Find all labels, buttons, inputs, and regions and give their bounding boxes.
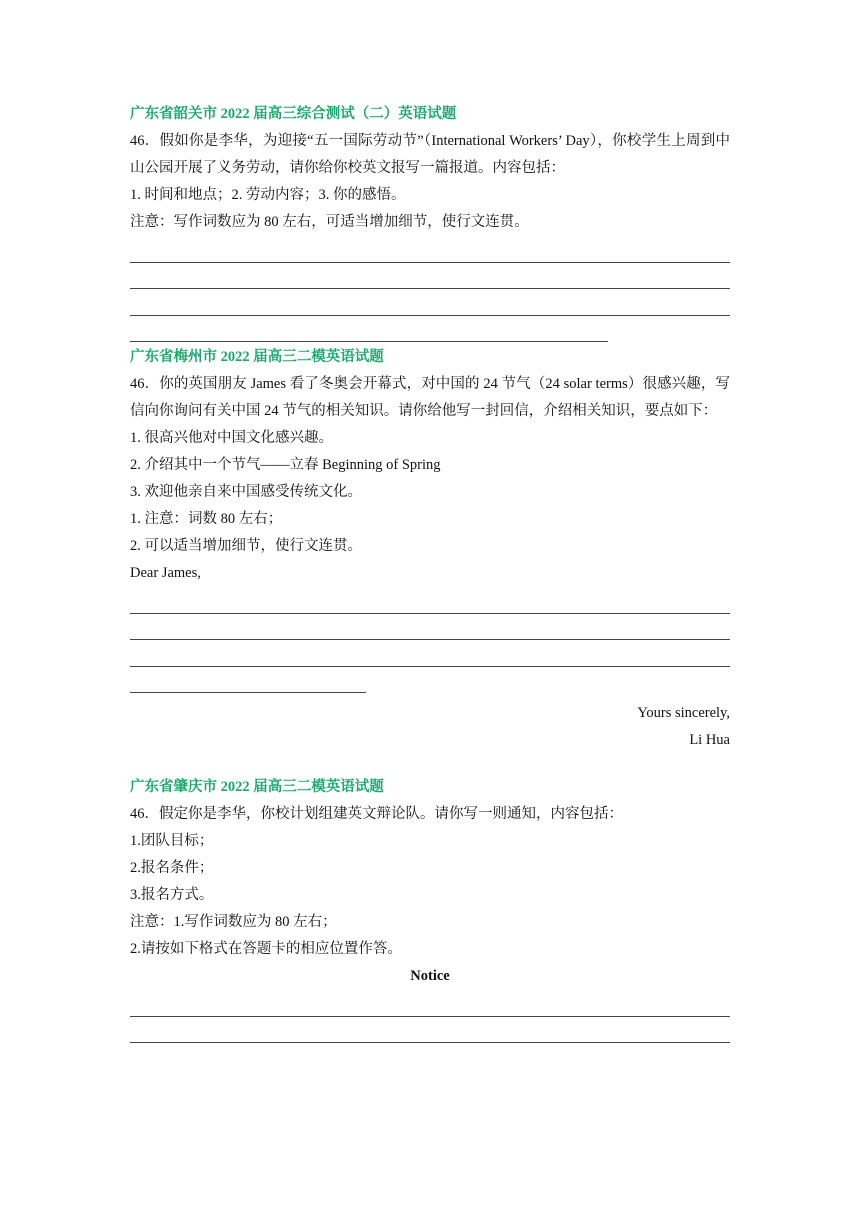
- answer-lines-2: [130, 587, 730, 693]
- list-item: 2.报名条件；: [130, 860, 214, 876]
- list-item: 注意：1.写作词数应为 80 左右；: [130, 914, 337, 930]
- content-points: 1. 时间和地点；2. 劳动内容；3. 你的感悟。: [130, 187, 406, 203]
- list-item: 2.请按如下格式在答题卡的相应位置作答。: [130, 941, 402, 957]
- letter-greeting: Dear James,: [130, 565, 201, 581]
- answer-line: [130, 614, 730, 641]
- question-text-meizhou: 46．你的英国朋友 James 看了冬奥会开幕式，对中国的 24 节气（24 solar terms）很感兴趣，写信向你询问有关中国 24 节气的相关知识。请你给他写一封回信，介绍相关知识，要点如下：: [130, 376, 730, 419]
- writing-note: 注意：写作词数应为 80 左右，可适当增加细节，使行文连贯。: [130, 214, 529, 230]
- notice-title: Notice: [410, 968, 450, 984]
- section-heading-shaoguan: 广东省韶关市 2022 届高三综合测试（二）英语试题: [130, 106, 457, 122]
- list-item: 3. 欢迎他亲自来中国感受传统文化。: [130, 484, 362, 500]
- answer-line: [130, 1017, 730, 1044]
- letter-closing: Yours sincerely,: [637, 705, 730, 721]
- answer-line: [130, 289, 730, 316]
- section-heading-zhaoqing: 广东省肇庆市 2022 届高三二模英语试题: [130, 779, 384, 795]
- list-item: 1. 注意：词数 80 左右；: [130, 511, 283, 527]
- answer-line: [130, 587, 730, 614]
- answer-line: [130, 316, 608, 343]
- answer-line: [130, 667, 366, 694]
- list-item: 2. 可以适当增加细节，使行文连贯。: [130, 538, 362, 554]
- document-content: [130, 101, 730, 1043]
- answer-lines-1: [130, 236, 730, 342]
- answer-line: [130, 236, 730, 263]
- answer-line: [130, 263, 730, 290]
- answer-lines-3: [130, 990, 730, 1043]
- question-text-zhaoqing: 46．假定你是李华，你校计划组建英文辩论队。请你写一则通知，内容包括：: [130, 806, 623, 822]
- letter-signature: Li Hua: [689, 732, 730, 748]
- answer-line: [130, 640, 730, 667]
- list-item: 1.团队目标；: [130, 833, 214, 849]
- section-heading-meizhou: 广东省梅州市 2022 届高三二模英语试题: [130, 349, 384, 365]
- list-item: 2. 介绍其中一个节气——立春 Beginning of Spring: [130, 457, 441, 473]
- question-text-shaoguan: 46．假如你是李华，为迎接“五一国际劳动节”（International Workers’ Day），你校学生上周到中山公园开展了义务劳动，请你给你校英文报写一篇报道。内容包括：: [130, 133, 730, 176]
- list-item: 1. 很高兴他对中国文化感兴趣。: [130, 430, 333, 446]
- answer-line: [130, 990, 730, 1017]
- list-item: 3.报名方式。: [130, 887, 214, 903]
